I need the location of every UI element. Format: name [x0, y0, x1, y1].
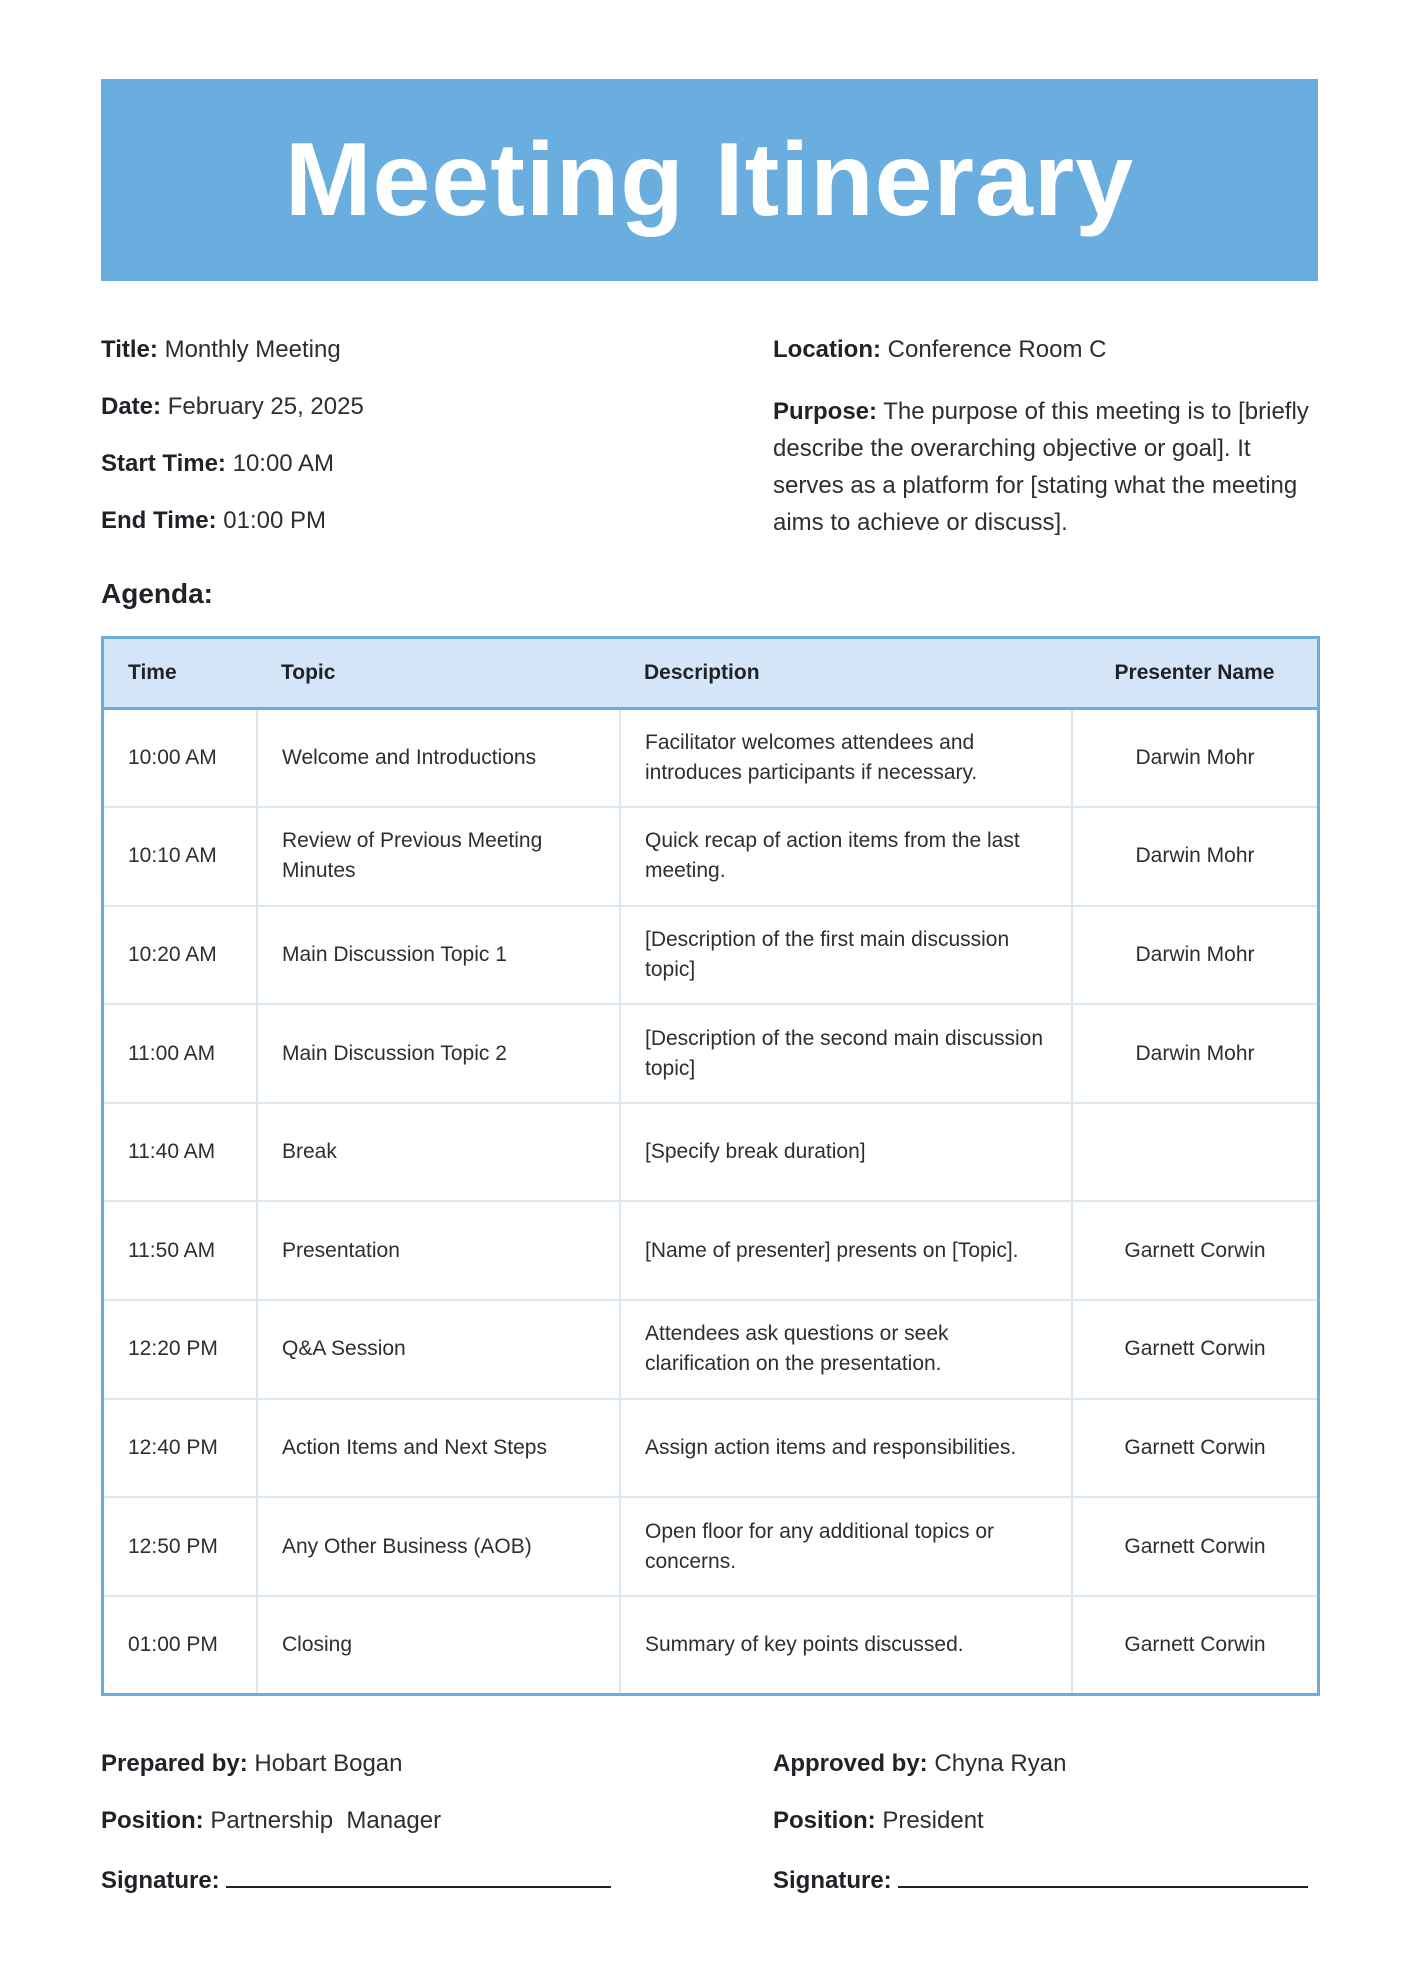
location-field: Location: Conference Room C	[773, 336, 1107, 363]
presenter-cell: Darwin Mohr	[1135, 746, 1255, 770]
time-cell: 01:00 PM	[103, 1596, 258, 1695]
table-row	[103, 709, 1319, 808]
table-row	[103, 1300, 1319, 1399]
presenter-cell: Darwin Mohr	[1135, 844, 1255, 868]
time-cell: 11:00 AM	[103, 1004, 258, 1103]
topic-cell: Any Other Business (AOB)	[257, 1497, 620, 1596]
prepared-signature-field: Signature:	[101, 1864, 611, 1895]
table-row	[103, 1004, 1319, 1103]
presenter-cell: Garnett Corwin	[1124, 1435, 1266, 1459]
table-row	[103, 906, 1319, 1005]
topic-cell: Q&A Session	[257, 1300, 620, 1399]
time-cell: 10:10 AM	[103, 807, 258, 906]
presenter-cell: Garnett Corwin	[1124, 1632, 1266, 1656]
topic-cell: Action Items and Next Steps	[257, 1399, 620, 1498]
column-header-topic: Topic	[281, 661, 336, 684]
signature-line	[898, 1864, 1308, 1888]
description-cell: [Specify break duration]	[620, 1103, 1072, 1202]
description-cell: Facilitator welcomes attendees and introduces participants if necessary.	[620, 709, 1072, 808]
approved-by-field: Approved by: Chyna Ryan	[773, 1750, 1067, 1777]
presenter-cell: Garnett Corwin	[1124, 1337, 1266, 1361]
topic-cell: Main Discussion Topic 2	[257, 1004, 620, 1103]
page-title: Meeting Itinerary	[284, 121, 1135, 238]
topic-cell: Welcome and Introductions	[257, 709, 620, 808]
topic-cell: Review of Previous Meeting Minutes	[257, 807, 620, 906]
description-cell: Summary of key points discussed.	[620, 1596, 1072, 1695]
topic-cell: Closing	[257, 1596, 620, 1695]
table-header	[103, 638, 1319, 709]
time-cell: 12:20 PM	[103, 1300, 258, 1399]
time-cell: 10:00 AM	[103, 709, 258, 808]
approved-signature-field: Signature:	[773, 1864, 1308, 1895]
description-cell: Attendees ask questions or seek clarification on the presentation.	[620, 1300, 1072, 1399]
title-banner	[101, 79, 1318, 281]
start-time-field: Start Time: 10:00 AM	[101, 450, 334, 477]
table-row	[103, 1201, 1319, 1300]
presenter-cell: Garnett Corwin	[1124, 1534, 1266, 1558]
prepared-position-field: Position: Partnership Manager	[101, 1807, 442, 1834]
presenter-cell	[1072, 1103, 1319, 1202]
topic-cell: Presentation	[257, 1201, 620, 1300]
time-cell: 11:50 AM	[103, 1201, 258, 1300]
time-cell: 10:20 AM	[103, 906, 258, 1005]
date-field: Date: February 25, 2025	[101, 393, 364, 420]
table-row	[103, 1596, 1319, 1695]
approved-position-field: Position: President	[773, 1807, 984, 1834]
description-cell: Open floor for any additional topics or concerns.	[620, 1497, 1072, 1596]
description-cell: [Description of the first main discussion topic]	[620, 906, 1072, 1005]
table-row	[103, 807, 1319, 906]
description-cell: Assign action items and responsibilities.	[620, 1399, 1072, 1498]
presenter-cell: Garnett Corwin	[1124, 1238, 1266, 1262]
purpose-field: Purpose: The purpose of this meeting is to [briefly describe the overarching objective or goal]. It serves as a platform for [stating what the meeting aims to achieve or discuss].	[773, 398, 1309, 536]
time-cell: 11:40 AM	[103, 1103, 258, 1202]
topic-cell: Main Discussion Topic 1	[257, 906, 620, 1005]
column-header-presenter: Presenter Name	[1114, 661, 1275, 684]
time-cell: 12:40 PM	[103, 1399, 258, 1498]
table-row	[103, 1399, 1319, 1498]
end-time-field: End Time: 01:00 PM	[101, 507, 326, 534]
agenda-heading: Agenda:	[101, 578, 213, 609]
description-cell: [Description of the second main discussion topic]	[620, 1004, 1072, 1103]
table-row	[103, 1497, 1319, 1596]
presenter-cell: Darwin Mohr	[1135, 942, 1255, 966]
description-cell: [Name of presenter] presents on [Topic].	[620, 1201, 1072, 1300]
description-cell: Quick recap of action items from the last meeting.	[620, 807, 1072, 906]
prepared-by-field: Prepared by: Hobart Bogan	[101, 1750, 403, 1777]
time-cell: 12:50 PM	[103, 1497, 258, 1596]
presenter-cell: Darwin Mohr	[1135, 1041, 1255, 1065]
table-row	[103, 1103, 1319, 1202]
topic-cell: Break	[257, 1103, 620, 1202]
signature-line	[226, 1864, 611, 1888]
title-field: Title: Monthly Meeting	[101, 336, 341, 363]
agenda-table	[101, 636, 1320, 1696]
column-header-description: Description	[644, 661, 760, 684]
column-header-time: Time	[128, 661, 177, 684]
